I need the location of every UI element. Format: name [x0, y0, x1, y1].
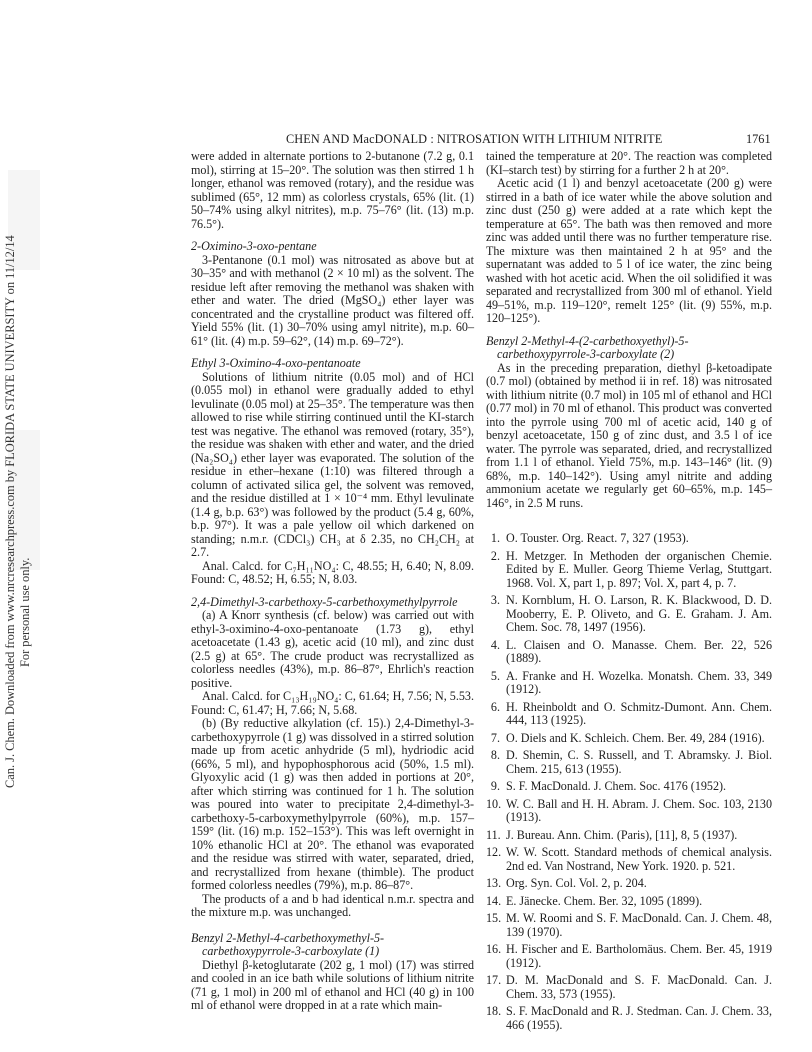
reference-item	[486, 912, 772, 939]
paragraph: were added in alternate portions to 2-butanone (7.2 g, 0.1 mol), stirring at 15–20°. The solution was then stirred 1 h longer, ethanol was removed (rotary), and the residue was sublimed (65°, 12 mm) as colorless crystals, 65% (lit. (1) 50–74% using alkyl nitrites), m.p. 75–76° (lit. (13) m.p. 76.5°).	[191, 149, 474, 231]
reference-item	[486, 974, 772, 1001]
reference-text: W. W. Scott. Standard methods of chemical analysis. 2nd ed. Van Nostrand, New York. 1920. p. 521.	[506, 845, 772, 873]
reference-number: 5.	[490, 668, 500, 683]
reference-item	[486, 846, 772, 873]
reference-number: 2.	[490, 548, 500, 563]
reference-text: J. Bureau. Ann. Chim. (Paris), [11], 8, 5 (1937).	[506, 827, 738, 842]
reference-text: D. Shemin, C. S. Russell, and T. Abramsky. J. Biol. Chem. 215, 613 (1955).	[506, 748, 772, 776]
reference-text: S. F. MacDonald and R. J. Stedman. Can. J. Chem. 33, 466 (1955).	[506, 1004, 772, 1032]
paragraph: Solutions of lithium nitrite (0.05 mol) and of HCl (0.055 mol) in ethanol were gradually added to ethyl levulinate (0.05 mol) at 25–35°. The temperature was then allowed to rise while stirring continued until the KI-starch test was negative. The ethanol was removed (rotary, 35°), the residue was shaken with ether and water, and the dried (Na₂SO₄) ether layer was evaporated. The solution of the residue in ether–hexane (1:10) was filtered through a column of activated silica gel, the solvent was removed, and the residue distilled at 1 × 10⁻⁴ mm. Ethyl levulinate (1.4 g, b.p. 63°) was followed by the product (5.4 g, 60%, b.p. 97°). It was a pale yellow oil which darkened on standing; n.m.r. (CDCl₃) CH₃ at δ 2.35, no CH₂CH₂ at 2.7.	[191, 369, 474, 559]
reference-number: 14.	[486, 893, 502, 908]
reference-text: H. Rheinboldt and O. Schmitz-Dumont. Ann. Chem. 444, 113 (1925).	[506, 699, 772, 727]
reference-item	[486, 780, 772, 794]
reference-number: 11.	[486, 827, 501, 842]
reference-item	[486, 943, 772, 970]
paragraph: (b) (By reductive alkylation (cf. 15).) 2,4-Dimethyl-3-carbethoxypyrrole (1 g) was dissolved in a stirred solution made up from acetic anhydride (5 ml), hydriodic acid (66%, 5 ml), and hypophosphorous acid (50%, 1.5 ml). Glyoxylic acid (1 g) was then added in portions at 20°, after which stirring was continued for 1 h. The solution was poured into water to precipitate 2,4-dimethyl-3-carbethoxy-5-carboxymethylpyrrole (60%), m.p. 157–159° (lit. (16) m.p. 152–153°). This was left overnight in 10% ethanolic HCl at 20°. The ethanol was evaporated and the residue was stirred with water, separated, dried, and recrystallized from hexane (thimble). The product formed colorless needles (79%), m.p. 86–87°.	[191, 716, 474, 892]
paragraph: tained the temperature at 20°. The reaction was completed (KI–starch test) by stirring for a further 2 h at 20°.	[486, 149, 772, 177]
reference-text: O. Diels and K. Schleich. Chem. Ber. 49, 284 (1916).	[506, 730, 765, 745]
paragraph: (a) A Knorr synthesis (cf. below) was carried out with ethyl-3-oximino-4-oxo-pentanoate (1.73 g), ethyl acetoacetate (1.43 g), acetic acid (10 ml), and zinc dust (2.5 g) at 65°. The crude product was recrystallized as colorless needles (43%), m.p. 86–87°, Ehrlich's reaction positive.	[191, 608, 474, 690]
download-notice-usage: For personal use only.	[18, 557, 32, 667]
reference-number: 13.	[486, 876, 502, 890]
paragraph: Diethyl β-ketoglutarate (202 g, 1 mol) (17) was stirred and cooled in an ice bath while solutions of lithium nitrite (71 g, 1 mol) in 200 ml of ethanol and HCl (40 g) in 100 ml of ethanol were dropped in at a rate which main-	[191, 957, 474, 1012]
reference-text: N. Kornblum, H. O. Larson, R. K. Blackwood, D. D. Mooberry, E. P. Oliveto, and G. E. Graham. J. Am. Chem. Soc. 78, 1497 (1956).	[506, 593, 772, 634]
reference-item	[486, 749, 772, 776]
section-heading: Benzyl 2-Methyl-4-(2-carbethoxyethyl)-5-	[486, 333, 689, 348]
reference-item	[486, 732, 772, 746]
reference-text: L. Claisen and O. Manasse. Chem. Ber. 22, 526 (1889).	[506, 637, 772, 665]
analysis-result: Anal. Calcd. for C₁₃H₁₉NO₄: C, 61.64; H, 7.56; N, 5.53. Found: C, 61.47; H, 7.66; N, 5.68.	[191, 689, 474, 717]
reference-number: 16.	[486, 942, 502, 956]
reference-item	[486, 895, 772, 909]
reference-text: H. Metzger. In Methoden der organischen Chemie. Edited by E. Muller. Georg Thieme Verlag, Stuttgart. 1968. Vol. X, part 1, p. 897; Vol. X, part 4, p. 7.	[506, 548, 772, 590]
reference-text: S. F. MacDonald. J. Chem. Soc. 4176 (1952).	[506, 779, 727, 793]
reference-text: E. Jänecke. Chem. Ber. 32, 1095 (1899).	[506, 893, 703, 908]
reference-item	[486, 701, 772, 728]
reference-number: 3.	[490, 593, 500, 607]
right-column	[486, 150, 772, 1036]
reference-item	[486, 639, 772, 666]
reference-item	[486, 594, 772, 635]
reference-text: D. M. MacDonald and S. F. MacDonald. Can. J. Chem. 33, 573 (1955).	[506, 973, 772, 1001]
reference-item	[486, 877, 772, 891]
download-notice	[0, 0, 40, 1052]
section-heading-continued: carbethoxypyrrole-3-carboxylate (2)	[497, 347, 675, 361]
reference-item	[486, 798, 772, 825]
reference-number: 7.	[490, 730, 500, 745]
running-head: CHEN AND MacDONALD : NITROSATION WITH LITHIUM NITRITE	[286, 132, 663, 146]
reference-text: M. W. Roomi and S. F. MacDonald. Can. J. Chem. 48, 139 (1970).	[506, 911, 772, 939]
section-heading-continued: carbethoxypyrrole-3-carboxylate (1)	[202, 944, 380, 958]
reference-number: 8.	[490, 748, 500, 762]
reference-item	[486, 670, 772, 697]
section-heading: 2-Oximino-3-oxo-pentane	[191, 239, 317, 253]
reference-text: W. C. Ball and H. H. Abram. J. Chem. Soc. 103, 2130 (1913).	[506, 796, 772, 824]
reference-text: O. Touster. Org. React. 7, 327 (1953).	[506, 531, 689, 545]
reference-number: 4.	[490, 637, 500, 652]
reference-number: 17.	[486, 973, 502, 987]
reference-number: 12.	[486, 845, 502, 859]
section-heading: Benzyl 2-Methyl-4-carbethoxymethyl-5-	[191, 930, 385, 945]
reference-item	[486, 532, 772, 546]
paragraph: 3-Pentanone (0.1 mol) was nitrosated as above but at 30–35° and with methanol (2 × 10 ml) as the solvent. The residue left after removing the methanol was shaken with ether and water. The dried (MgSO₄) ether layer was concentrated and the crystalline product was filtered off. Yield 55% (lit. (1) 30–70% using amyl nitrite), m.p. 60–61° (lit. (4) m.p. 59–62°, (14) m.p. 69–72°).	[191, 252, 474, 348]
paragraph: As in the preceding preparation, diethyl β-ketoadipate (0.7 mol) (obtained by method ii in ref. 18) was nitrosated with lithium nitrite (0.7 mol) in 105 ml of ethanol and HCl (0.77 mol) in 70 ml of ethanol. This product was converted into the pyrrole using 700 ml of acetic acid, 140 g of benzyl acetoacetate, 150 g of zinc dust, and 3.5 l of ice water. The pyrrole was separated, dried, and recrystallized from 1.1 l of ethanol. Yield 75%, m.p. 143–146° (lit. (9) 68%, m.p. 140–142°). Using amyl nitrite and adding ammonium acetate we regularly get 60–65%, m.p. 145–146°, in 2.5 M runs.	[486, 360, 772, 510]
reference-number: 18.	[486, 1004, 502, 1018]
reference-number: 9.	[490, 779, 500, 793]
reference-text: A. Franke and H. Wozelka. Monatsh. Chem. 33, 349 (1912).	[506, 668, 772, 696]
reference-number: 1.	[490, 531, 500, 545]
download-notice-source: Can. J. Chem. Downloaded from www.nrcresearchpress.com by FLORIDA STATE UNIVERSITY on 11/12/14	[3, 235, 17, 788]
page-number: 1761	[746, 132, 771, 146]
analysis-result: Anal. Calcd. for C₇H₁₁NO₄: C, 48.55; H, 6.40; N, 8.09. Found: C, 48.52; H, 6.55; N, 8.03.	[191, 558, 474, 586]
reference-text: H. Fischer and E. Bartholomäus. Chem. Ber. 45, 1919 (1912).	[506, 942, 772, 970]
reference-item	[486, 829, 772, 843]
left-column	[191, 150, 474, 1013]
reference-number: 10.	[486, 796, 502, 811]
paragraph: Acetic acid (1 l) and benzyl acetoacetate (200 g) were stirred in a bath of ice water while the above solution and zinc dust (250 g) were added at a rate which kept the temperature at 65°. The bath was then removed and more zinc was added until there was no further temperature rise. The mixture was then maintained 2 h at 95° and the supernatant was added to 5 l of ice water, the zinc being washed with hot acetic acid. When the oil solidified it was separated and recrystallized from 300 ml of ethanol. Yield 49–51%, m.p. 119–120°, remelt 125° (lit. (9) 55%, m.p. 120–125°).	[486, 176, 772, 325]
reference-number: 6.	[490, 699, 500, 714]
section-heading: 2,4-Dimethyl-3-carbethoxy-5-carbethoxymethylpyrrole	[191, 594, 458, 609]
reference-item	[486, 550, 772, 591]
section-heading: Ethyl 3-Oximino-4-oxo-pentanoate	[191, 356, 361, 370]
reference-number: 15.	[486, 911, 502, 925]
reference-item	[486, 1005, 772, 1032]
paragraph: The products of a and b had identical n.m.r. spectra and the mixture m.p. was unchanged.	[191, 891, 474, 919]
reference-list	[486, 532, 772, 1032]
reference-text: Org. Syn. Col. Vol. 2, p. 204.	[506, 876, 647, 890]
